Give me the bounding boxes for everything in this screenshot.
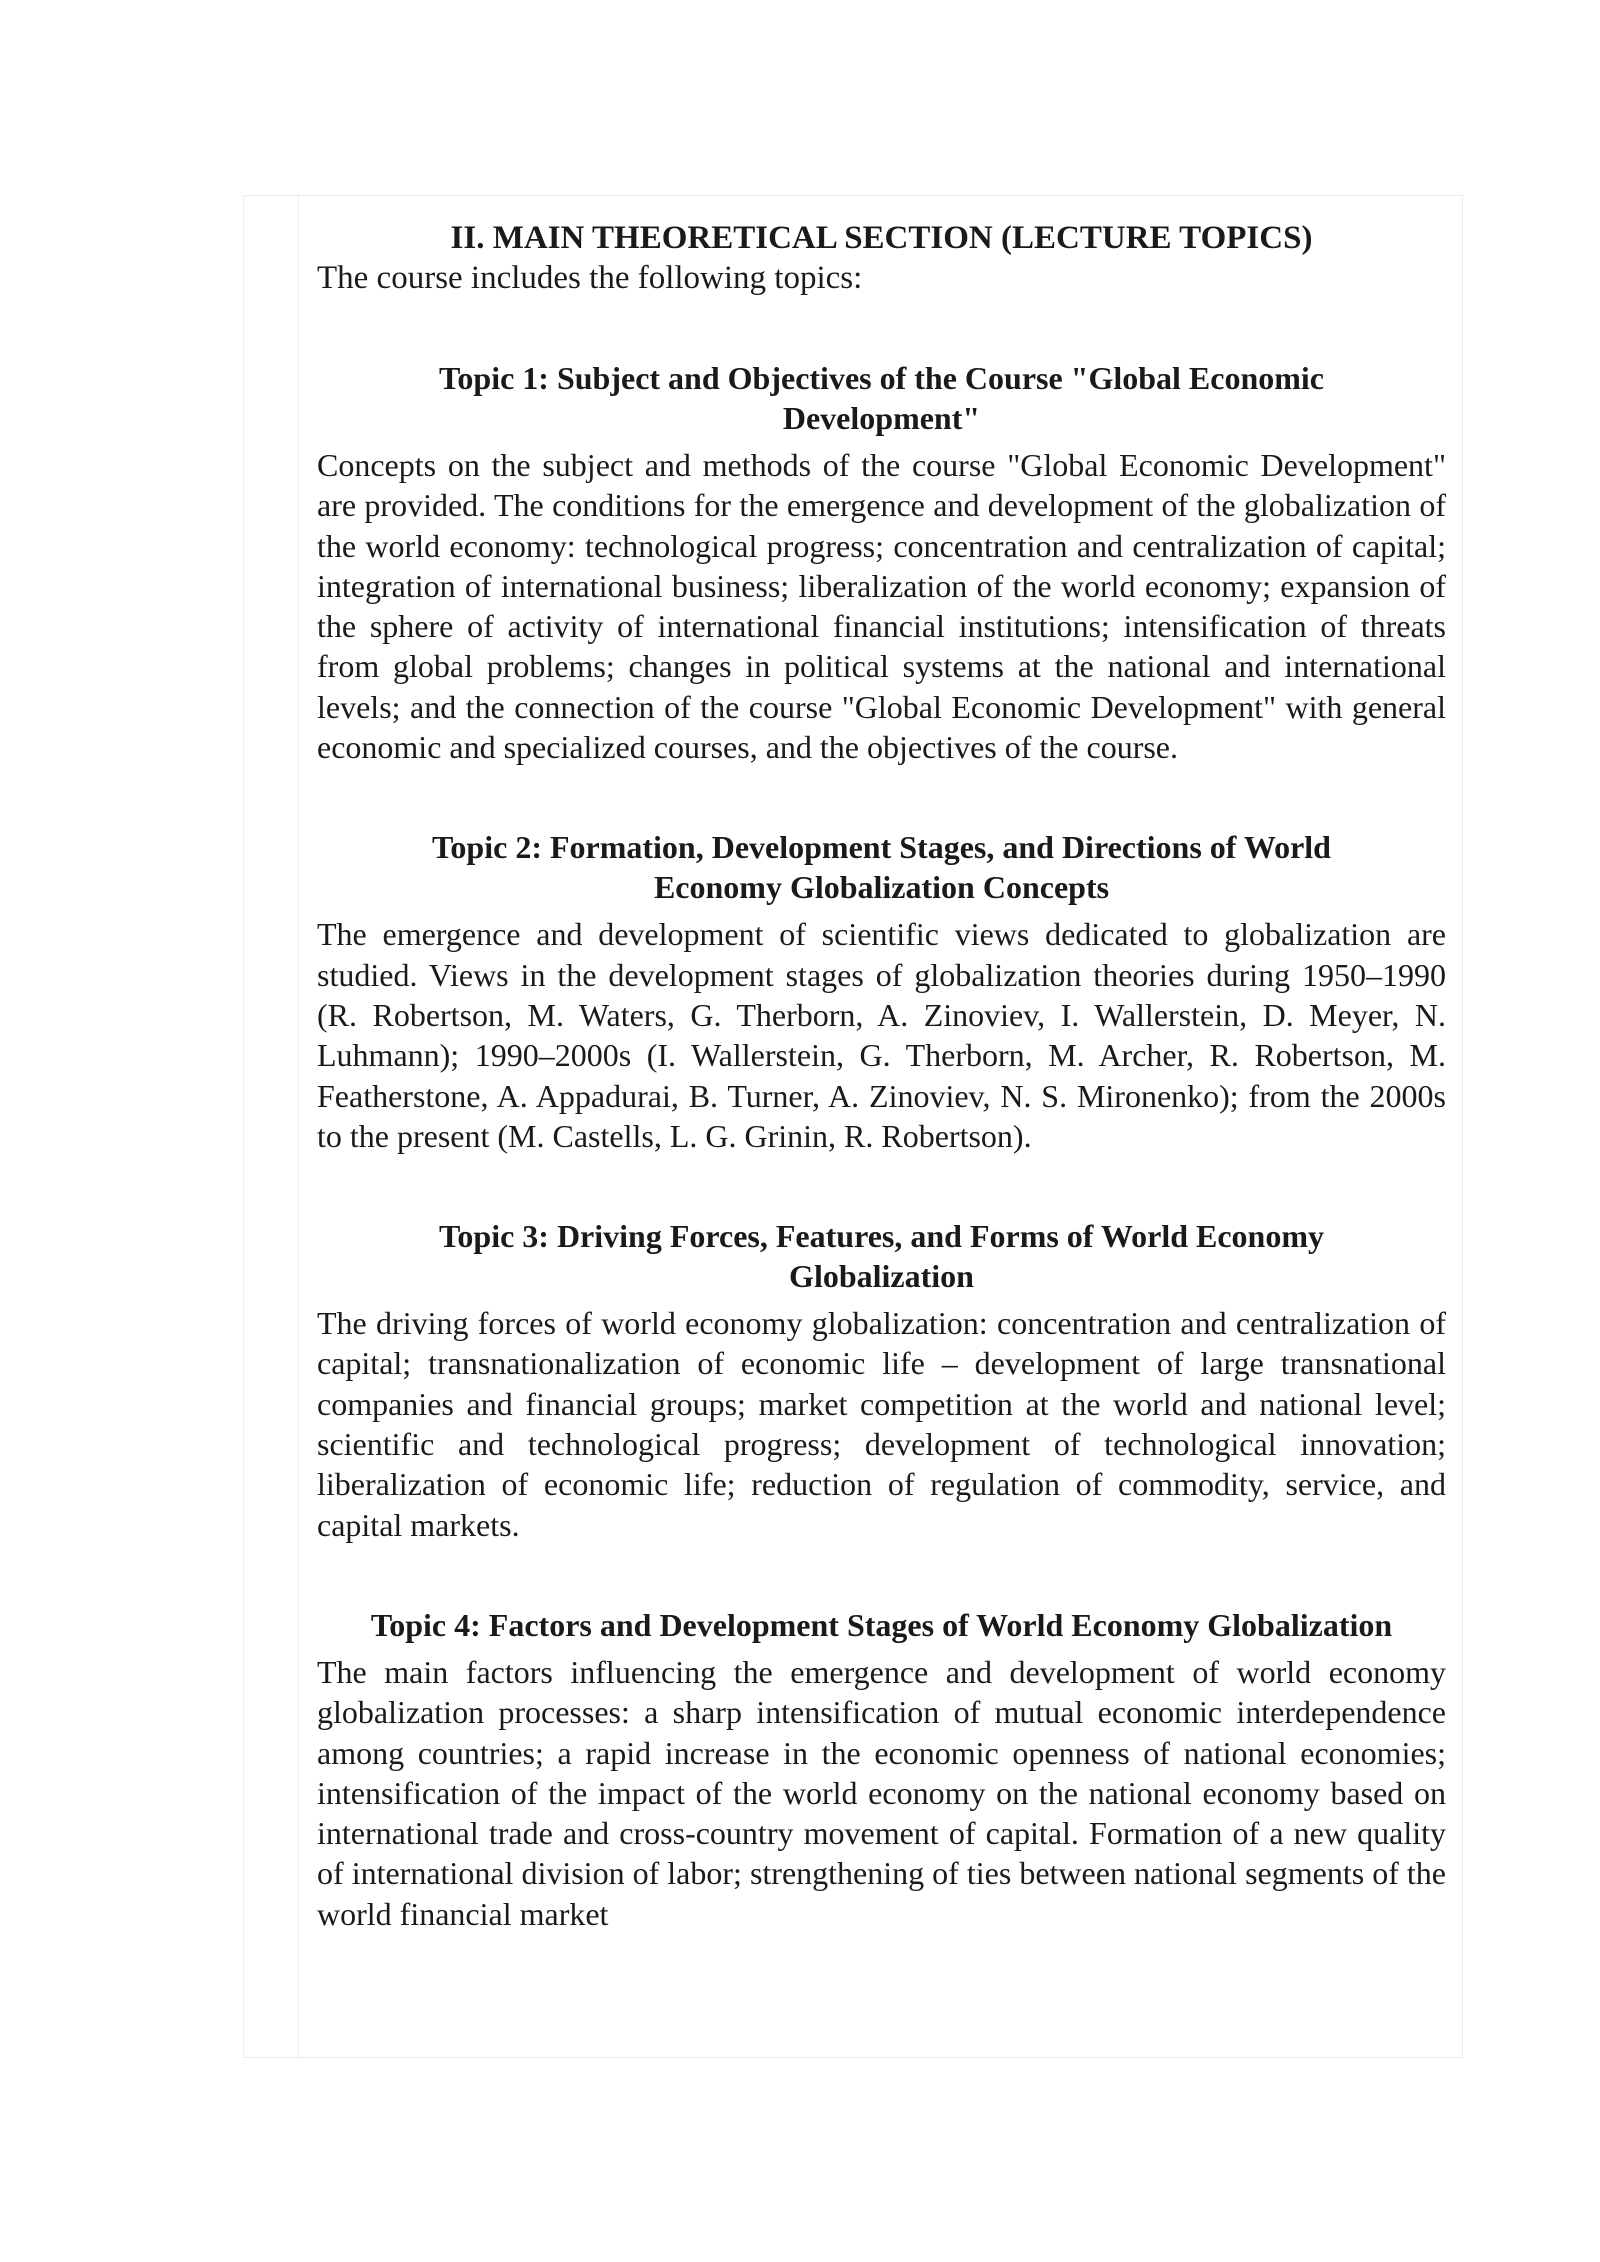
topic-heading: Topic 1: Subject and Objectives of the Course "Global Economic Development": [438, 360, 1324, 436]
document-content: [317, 218, 1446, 1934]
topic-body: Concepts on the subject and methods of the course "Global Economic Development" are provided. The conditions for the emergence and development of the globalization of the world economy: technological progress; concentration and centralization of capital; integration of international business; liberalization of the world economy; expansion of the sphere of activity of international financial institutions; intensification of threats from global problems; changes in political systems at the national and international levels; and the connection of the course "Global Economic Development" with general economic and specialized courses, and the objectives of the course.: [317, 447, 1446, 766]
topic-4: [317, 1605, 1446, 1934]
section-intro: The course includes the following topics:: [317, 260, 863, 296]
margin-rule: [298, 196, 299, 2057]
page-frame: [243, 195, 1463, 2058]
topic-heading: Topic 4: Factors and Development Stages of World Economy Globalization: [370, 1606, 1393, 1643]
topic-2: [317, 827, 1446, 1156]
topic-heading: Topic 3: Driving Forces, Features, and Forms of World Economy Globalization: [438, 1218, 1324, 1295]
topic-body: The main factors influencing the emergence and development of world economy globalization processes: a sharp intensification of mutual economic interdependence among countries; a rapid increase in the economic openness of national economies; intensification of the impact of the world economy on the national economy based on international trade and cross-country movement of capital. Formation of a new quality of international division of labor; strengthening of ties between national segments of the world financial market: [317, 1653, 1446, 1932]
topic-heading: Topic 2: Formation, Development Stages, and Directions of World Economy Globalization Concepts: [432, 829, 1331, 906]
topic-body: The driving forces of world economy globalization: concentration and centralization of capital; transnationalization of economic life – development of large transnational companies and financial groups; market competition at the world and national level; scientific and technological progress; development of technological innovation; liberalization of economic life; reduction of regulation of commodity, service, and capital markets.: [317, 1305, 1446, 1543]
topic-1: [317, 358, 1446, 767]
topic-3: [317, 1216, 1446, 1545]
section-title: II. MAIN THEORETICAL SECTION (LECTURE TOPICS): [450, 220, 1313, 256]
topic-body: The emergence and development of scientific views dedicated to globalization are studied. Views in the development stages of globalization theories during 1950–1990 (R. Robertson, M. Waters, G. Therborn, A. Zinoviev, I. Wallerstein, D. Meyer, N. Luhmann); 1990–2000s (I. Wallerstein, G. Therborn, M. Archer, R. Robertson, M. Featherstone, A. Appadurai, B. Turner, A. Zinoviev, N. S. Mironenko); from the 2000s to the present (M. Castells, L. G. Grinin, R. Robertson).: [317, 916, 1446, 1154]
